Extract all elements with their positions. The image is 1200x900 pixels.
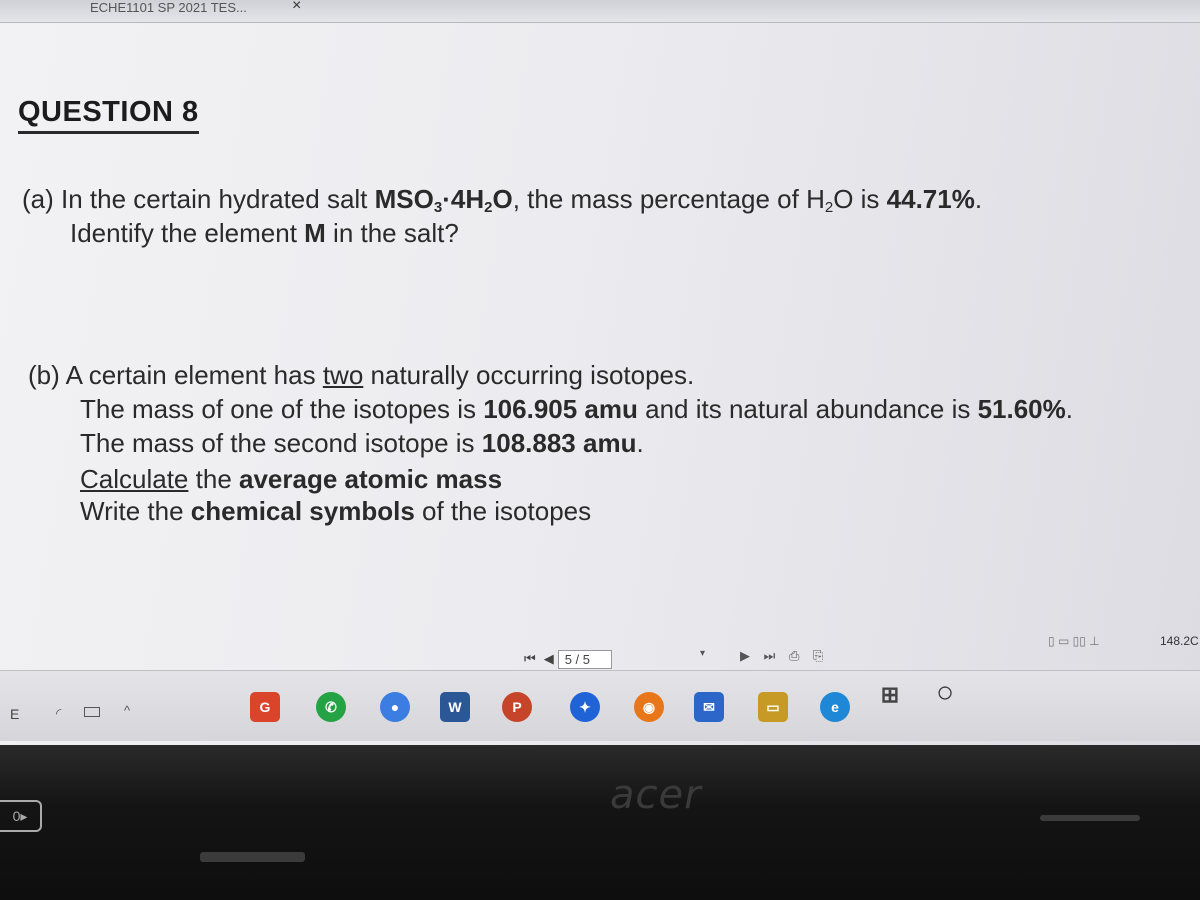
task-view-icon[interactable]: ⊞ (880, 682, 900, 707)
part-b-line-4: Calculate the average atomic mass (80, 464, 503, 494)
pdf-right-controls (740, 648, 833, 664)
part-b-line-3: The mass of the second isotope is 108.883 amu. (80, 428, 644, 458)
powerpoint-icon[interactable]: P (502, 692, 532, 722)
laptop-bezel (0, 745, 1200, 900)
first-page-icon[interactable]: ⏮ (524, 651, 536, 666)
whatsapp-icon[interactable]: ✆ (316, 692, 346, 722)
battery-icon[interactable] (84, 707, 100, 717)
page-dropdown-icon[interactable]: ▾ (700, 648, 706, 659)
tray-e-label: E (10, 706, 20, 722)
hinge-strip-left (200, 852, 305, 862)
zoom-level[interactable]: 148.2C (1160, 634, 1199, 648)
print-icon[interactable]: ⎙ (788, 648, 800, 663)
view-mode-icons[interactable]: ▯ ▭ ▯▯ ⊥ (1048, 634, 1100, 648)
part-a-line-1: (a) In the certain hydrated salt $MSO_3\cdot 4H_2O$, the mass percentage of $H_2O$ is 44.71%. (22, 184, 983, 216)
next-page-icon[interactable]: ▶ (740, 648, 750, 663)
dropbox-icon[interactable]: ✦ (570, 692, 600, 722)
pdf-page-navigation (520, 648, 612, 670)
wifi-icon[interactable]: ◜ (56, 705, 62, 721)
brand-logo: acer (610, 772, 702, 818)
hinge-strip-right (1040, 815, 1140, 821)
show-hidden-icons[interactable]: ^ (124, 703, 131, 718)
firefox-icon[interactable]: ◉ (634, 692, 664, 722)
save-icon[interactable]: ⎘ (812, 648, 824, 663)
page-indicator[interactable]: 5 / 5 (558, 650, 612, 669)
question-title: QUESTION 8 (18, 96, 199, 134)
part-b-line-2: The mass of one of the isotopes is 106.905 amu and its natural abundance is 51.60%. (80, 394, 1073, 424)
taskbar (0, 670, 1200, 741)
search-circle-icon[interactable]: ○ (935, 676, 955, 709)
tab-title[interactable]: ECHE1101 SP 2021 TES... (90, 0, 247, 15)
grammarly-icon[interactable]: G (250, 692, 280, 722)
edge-icon[interactable]: e (820, 692, 850, 722)
part-b-line-5: Write the chemical symbols of the isotopes (80, 496, 592, 526)
chrome-icon[interactable]: ● (380, 692, 410, 722)
part-b-line-1: (b) A certain element has two naturally occurring isotopes. (28, 360, 695, 390)
files-icon[interactable]: ▭ (758, 692, 788, 722)
last-page-icon[interactable]: ⏭ (763, 648, 776, 663)
part-a-line-2: Identify the element M in the salt? (70, 218, 459, 248)
word-icon[interactable]: W (440, 692, 470, 722)
mail-icon[interactable]: ✉ (694, 692, 724, 722)
power-button[interactable]: 0▸ (0, 800, 42, 832)
tab-close-icon[interactable]: × (292, 0, 302, 14)
prev-page-icon[interactable]: ◀ (543, 651, 554, 666)
browser-tab-strip (0, 0, 1200, 23)
